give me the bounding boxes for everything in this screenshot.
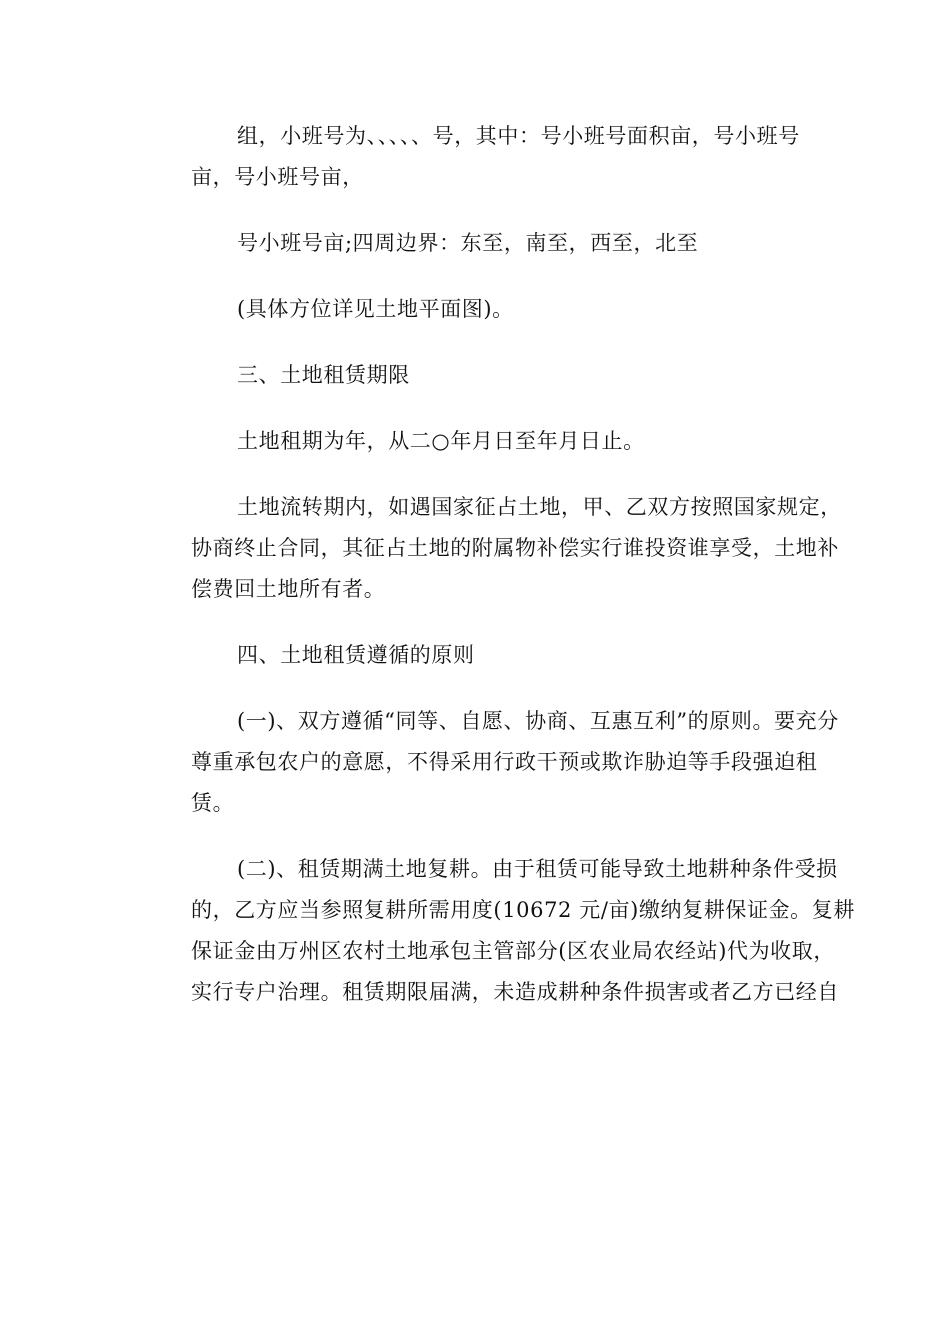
paragraph-plan-note bbox=[145, 289, 810, 330]
text-line: 亩，号小班号亩， bbox=[191, 165, 364, 189]
text-line: (一)、双方遵循“同等、自愿、协商、互惠互利”的原则。要充分 bbox=[237, 709, 839, 733]
section-heading: 三、土地租赁期限 bbox=[237, 363, 410, 387]
section-heading-lease-term bbox=[145, 355, 810, 396]
text-line: 协商终止合同，其征占土地的附属物补偿实行谁投资谁享受，土地补 bbox=[191, 536, 839, 560]
paragraph-principle-two bbox=[145, 849, 855, 1013]
text-line: 实行专户治理。租赁期限届满，未造成耕种条件损害或者乙方已经自 bbox=[191, 980, 839, 1004]
text-line: 尊重承包农户的意愿，不得采用行政干预或欺诈胁迫等手段强迫租 bbox=[191, 750, 818, 774]
text-line: (二)、租赁期满土地复耕。由于租赁可能导致土地耕种条件受损 bbox=[237, 857, 838, 881]
paragraph-principle-one bbox=[145, 701, 839, 824]
paragraph-lease-period bbox=[145, 421, 810, 462]
text-line: (具体方位详见土地平面图)。 bbox=[237, 297, 514, 321]
text-line: 组，小班号为、、、、、号，其中：号小班号面积亩，号小班号 bbox=[237, 124, 800, 148]
text-line: 赁。 bbox=[191, 791, 235, 815]
text-line: 土地租期为年，从二○年月日至年月日止。 bbox=[237, 429, 645, 453]
paragraph-parcel-info bbox=[145, 116, 810, 198]
document-body bbox=[145, 116, 855, 1038]
text-line: 偿费回土地所有者。 bbox=[191, 577, 386, 601]
text-line: 的，乙方应当参照复耕所需用度(10672 元/亩)缴纳复耕保证金。复耕 bbox=[191, 898, 855, 922]
paragraph-land-requisition bbox=[145, 487, 842, 610]
section-heading-principles bbox=[145, 635, 810, 676]
text-line: 号小班号亩;四周边界：东至，南至，西至，北至 bbox=[237, 231, 699, 255]
text-line: 土地流转期内，如遇国家征占土地，甲、乙双方按照国家规定， bbox=[237, 495, 842, 519]
section-heading: 四、土地租赁遵循的原则 bbox=[237, 643, 475, 667]
text-line: 保证金由万州区农村土地承包主管部分(区农业局农经站)代为收取， bbox=[191, 939, 835, 963]
paragraph-boundaries bbox=[145, 223, 810, 264]
